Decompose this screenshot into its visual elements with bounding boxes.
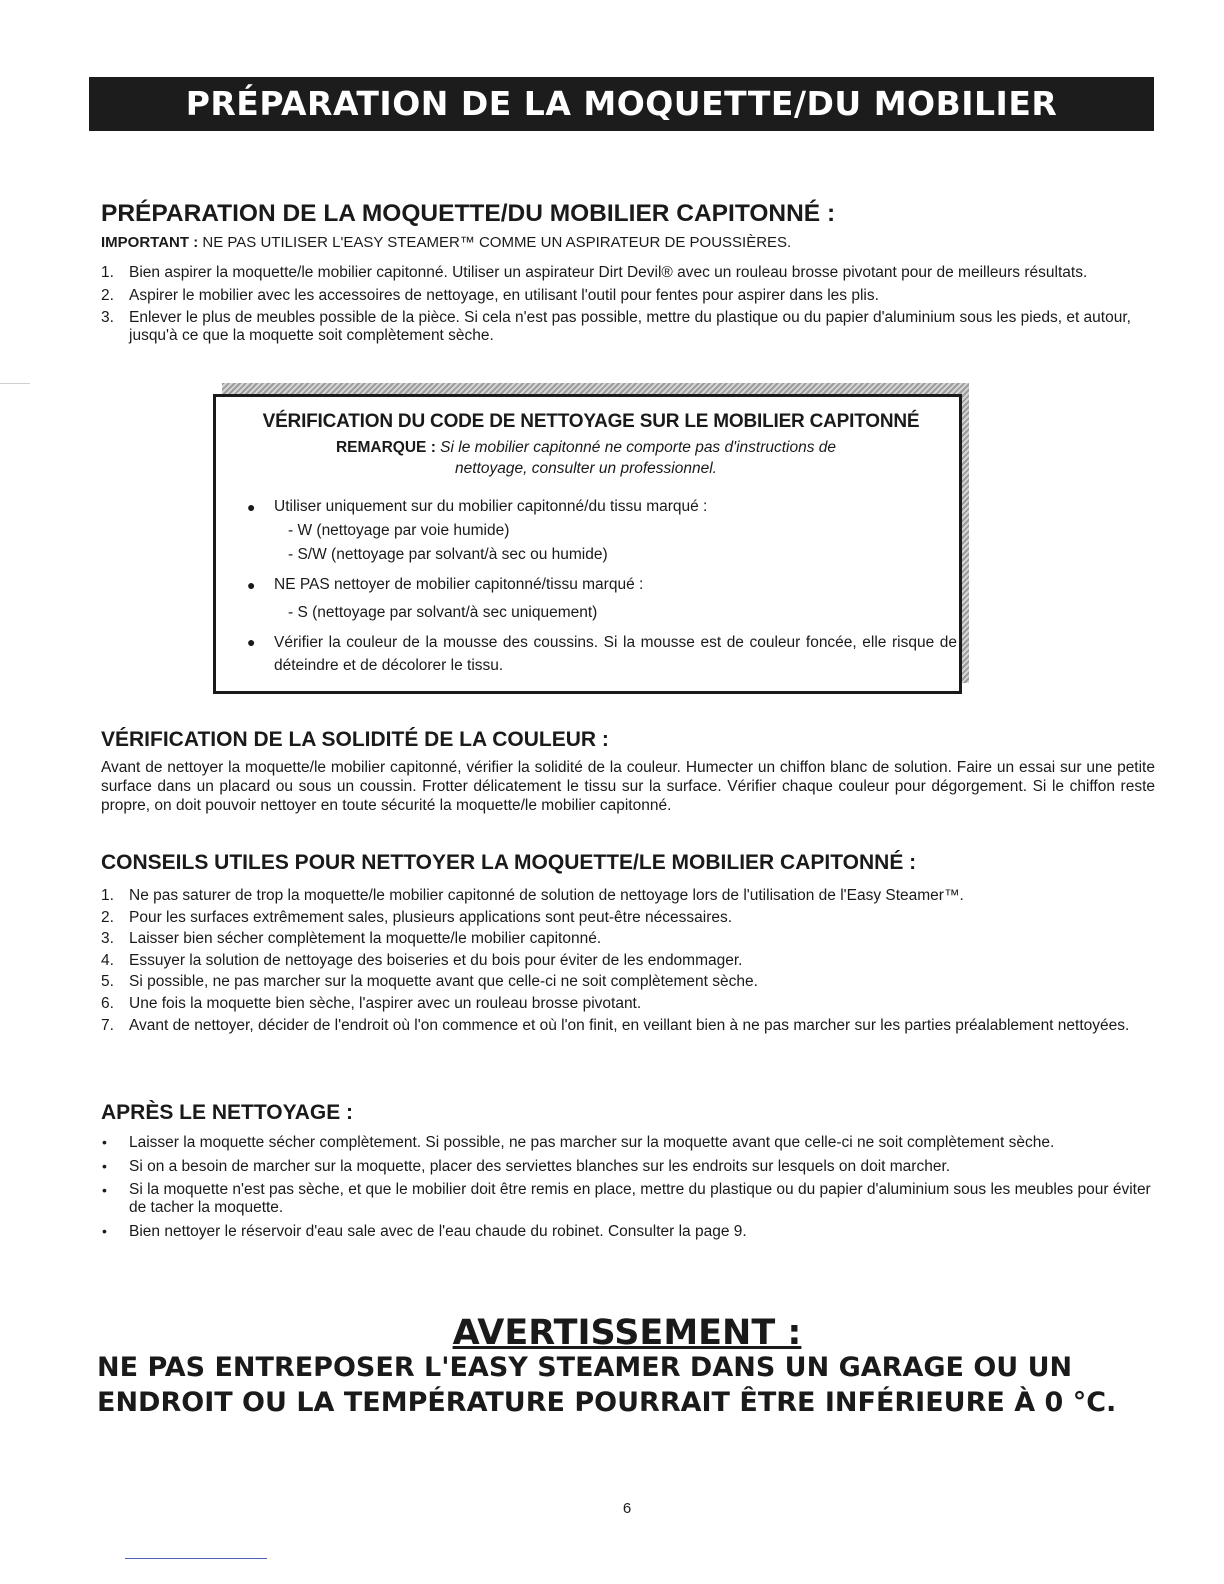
note-line-2: nettoyage, consulter un professionnel. (455, 460, 717, 477)
item-text: Laisser la moquette sécher complètement. Si possible, ne pas marcher sur la moquette avant que celle-ci ne soit complètement sèche. (129, 1134, 1055, 1151)
list-item (101, 1157, 1155, 1176)
item-text: Si la moquette n'est pas sèche, et que le mobilier doit être remis en place, mettre du plastique ou du papier d'aluminium sous les meubles pour éviter de tacher la moquette. (129, 1181, 1151, 1216)
item-text: Utiliser uniquement sur du mobilier capitonné/du tissu marqué : (274, 498, 708, 515)
list-item (245, 631, 957, 677)
box-title: VÉRIFICATION DU CODE DE NETTOYAGE SUR LE MOBILIER CAPITONNÉ (262, 411, 920, 432)
important-text: NE PAS UTILISER L'EASY STEAMER™ COMME UN ASPIRATEUR DE POUSSIÈRES. (202, 234, 792, 251)
item-text: Bien aspirer la moquette/le mobilier capitonné. Utiliser un aspirateur Dirt Devil® avec un rouleau brosse pivotant pour de meilleurs résultats. (129, 264, 1088, 281)
colorfast-title: VÉRIFICATION DE LA SOLIDITÉ DE LA COULEUR : (101, 728, 609, 751)
sub-item: - S (nettoyage par solvant/à sec uniquement) (288, 604, 598, 621)
cleaning-code-box (213, 394, 962, 694)
item-text: Bien nettoyer le réservoir d'eau sale avec de l'eau chaude du robinet. Consulter la page 9. (129, 1223, 747, 1240)
sub-item: - W (nettoyage par voie humide) (288, 522, 510, 539)
item-text: Une fois la moquette bien sèche, l'aspirer avec un rouleau brosse pivotant. (129, 994, 642, 1012)
item-text: Ne pas saturer de trop la moquette/le mobilier capitonné de solution de nettoyage lors de l'utilisation de l'Easy Steamer™. (129, 887, 964, 904)
bullet-icon: • (102, 1223, 107, 1239)
page-number: 6 (622, 1500, 632, 1517)
list-item (101, 994, 1155, 1013)
warning-text (97, 1350, 1177, 1420)
bullet-icon: • (102, 1158, 107, 1174)
box-list (245, 495, 957, 677)
item-number: 2. (101, 908, 114, 926)
list-item (101, 263, 1161, 282)
list-item (101, 929, 1155, 948)
item-text: Vérifier la couleur de la mousse des coussins. Si la mousse est de couleur foncée, elle risque de déteindre et de décolorer le tissu. (274, 634, 957, 674)
bullet-icon: ● (247, 634, 256, 650)
warning-line-1: NE PAS ENTREPOSER L'EASY STEAMER DANS UN GARAGE OU UN (97, 1352, 1073, 1383)
item-number: 3. (101, 309, 114, 326)
after-title: APRÈS LE NETTOYAGE : (101, 1101, 354, 1124)
item-text: NE PAS nettoyer de mobilier capitonné/tissu marqué : (274, 576, 644, 593)
item-number: 5. (101, 973, 114, 990)
footer-rule (125, 1558, 267, 1559)
item-number: 1. (101, 264, 114, 281)
margin-mark (0, 383, 30, 384)
note-label: REMARQUE : (335, 439, 436, 456)
list-item (101, 972, 1155, 991)
item-number: 3. (101, 930, 114, 947)
list-item (101, 1133, 1155, 1152)
box-note (286, 437, 886, 479)
list-item (101, 1015, 1155, 1036)
tips-list (101, 886, 1155, 1036)
bullet-icon: • (102, 1134, 107, 1150)
warning-line-2: ENDROIT OU LA TEMPÉRATURE POURRAIT ÊTRE INFÉRIEURE À 0 °C. (97, 1387, 1117, 1418)
item-number: 7. (101, 1017, 114, 1034)
tips-title: CONSEILS UTILES POUR NETTOYER LA MOQUETTE/LE MOBILIER CAPITONNÉ : (101, 851, 917, 874)
note-line-1: Si le mobilier capitonné ne comporte pas d'instructions de (440, 439, 837, 456)
item-number: 1. (101, 887, 114, 904)
item-text: Enlever le plus de meubles possible de la pièce. Si cela n'est pas possible, mettre du plastique ou du papier d'aluminium sous les pieds, et autour, jusqu'à ce que la moquette soit complètement sèche. (129, 309, 1131, 344)
colorfast-text: Avant de nettoyer la moquette/le mobilier capitonné, vérifier la solidité de la couleur. Humecter un chiffon blanc de solution. Faire un essai sur une petite surface dans un placard ou sous un coussin. Frotter délicatement le tissu sur la surface. Vérifier chaque couleur pour dégorgement. Si le chiffon reste propre, on doit pouvoir nettoyer en toute sécurité la moquette/le mobilier capitonné. (101, 759, 1155, 814)
item-number: 6. (101, 994, 114, 1012)
item-text: Si possible, ne pas marcher sur la moquette avant que celle-ci ne soit complètement sèche. (129, 973, 758, 990)
list-item (101, 908, 1155, 927)
preparation-steps (101, 263, 1161, 345)
page-banner: PRÉPARATION DE LA MOQUETTE/DU MOBILIER CAPITONNÉ (89, 77, 1154, 131)
item-text: Laisser bien sécher complètement la moquette/le mobilier capitonné. (129, 930, 602, 947)
warning-title: AVERTISSEMENT : (452, 1313, 802, 1353)
bullet-icon: • (102, 1182, 107, 1198)
bullet-icon: ● (247, 499, 256, 515)
list-item (245, 495, 957, 519)
item-number: 4. (101, 951, 114, 969)
important-note (101, 233, 791, 252)
item-text: Avant de nettoyer, décider de l'endroit où l'on commence et où l'on finit, en veillant bien à ne pas marcher sur les parties préalablement nettoyées. (129, 1017, 1130, 1034)
list-item (101, 951, 1155, 970)
item-text: Si on a besoin de marcher sur la moquette, placer des serviettes blanches sur les endroits sur lesquels on doit marcher. (129, 1158, 951, 1175)
bullet-icon: ● (247, 577, 256, 593)
list-item (101, 286, 1161, 305)
list-item (101, 309, 1161, 345)
list-item (101, 1181, 1155, 1217)
item-number: 2. (101, 287, 114, 304)
sub-item: - S/W (nettoyage par solvant/à sec ou humide) (288, 546, 608, 563)
item-text: Essuyer la solution de nettoyage des boiseries et du bois pour éviter de les endommager. (129, 951, 743, 969)
after-list (101, 1133, 1155, 1241)
item-text: Aspirer le mobilier avec les accessoires de nettoyage, en utilisant l'outil pour fentes pour aspirer dans les plis. (129, 287, 879, 304)
list-item (101, 886, 1155, 905)
list-item (245, 573, 957, 597)
list-item (101, 1222, 1155, 1241)
important-label: IMPORTANT : (101, 234, 199, 251)
item-text: Pour les surfaces extrêmement sales, plusieurs applications sont peut-être nécessaires. (129, 908, 733, 926)
preparation-title: PRÉPARATION DE LA MOQUETTE/DU MOBILIER CAPITONNÉ : (101, 200, 836, 227)
